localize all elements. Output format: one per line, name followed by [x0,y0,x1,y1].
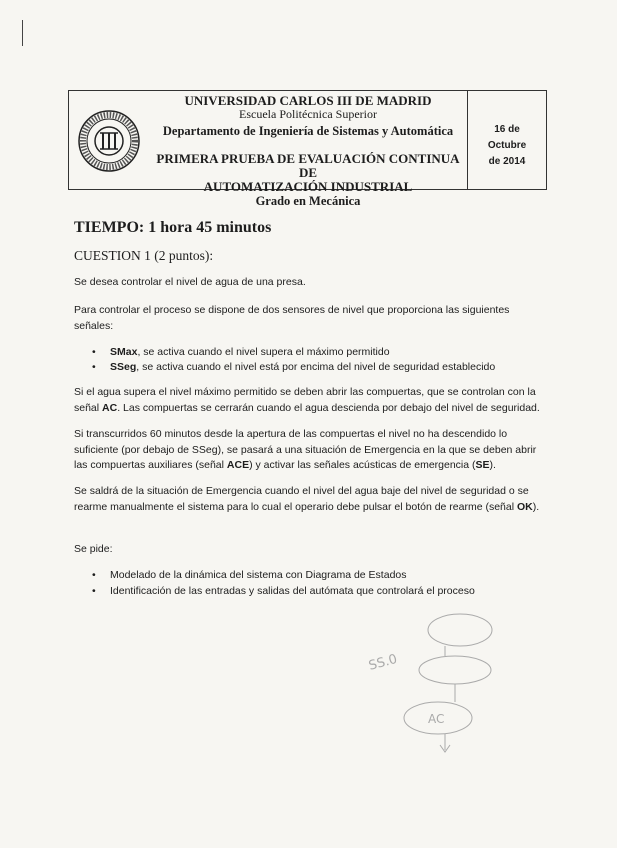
handwritten-note: SS.0 [367,651,399,674]
sensor-name: SMax [110,346,138,358]
list-item [92,345,390,361]
ask-text: Modelado de la dinámica del sistema con Diagrama de Estados [110,569,407,581]
handwritten-label: AC [428,712,445,726]
department-name: Departamento de Ingeniería de Sistemas y Automática [162,124,454,138]
university-seal-icon [77,109,141,173]
list-item [92,360,495,376]
logo-cell [69,91,149,189]
list-item [92,584,475,600]
sensor-desc: , se activa cuando el nivel está por encima del nivel de seguridad establecido [136,361,496,373]
exam-title-line2: AUTOMATIZACIÓN INDUSTRIAL [203,179,413,194]
list-item [92,568,407,584]
university-name: UNIVERSIDAD CARLOS III DE MADRID [184,93,432,108]
bullet: • [92,346,96,358]
date-day: 16 de [494,124,520,135]
bullet: • [92,361,96,373]
title-cell [149,91,467,208]
scan-mark [22,20,23,46]
date-cell [467,91,546,189]
degree-name: Grado en Mecánica [255,194,361,208]
sensors-intro-paragraph: Para controlar el proceso se dispone de dos sensores de nivel que proporciona las siguientes señales: [74,304,510,332]
paragraph-compuertas: Si el agua supera el nivel máximo permitido se deben abrir las compuertas, que se controlan con la señal AC. Las compuertas se cerrarán cuando el agua descienda por debajo del nivel de seguridad. [74,386,540,414]
asks-intro: Se pide: [74,543,113,555]
date-year: de 2014 [488,156,526,167]
paragraph-rearme: Se saldrá de la situación de Emergencia cuando el nivel del agua baje del nivel de seguridad o se rearme manualmente el sistema para lo cual el operario debe pulsar el botón de rearme (señal OK). [74,485,540,513]
time-heading: TIEMPO: 1 hora 45 minutos [74,219,272,236]
intro-paragraph: Se desea controlar el nivel de agua de una presa. [74,276,306,288]
pencil-sketch [350,600,520,760]
sketch-circle [428,614,492,646]
school-name: Escuela Politécnica Superior [239,107,377,121]
question-heading: CUESTION 1 (2 puntos): [74,248,214,263]
sensor-desc: , se activa cuando el nivel supera el máximo permitido [137,346,390,358]
exam-title-line1: PRIMERA PRUEBA DE EVALUACIÓN CONTINUA DE [156,151,460,180]
ask-text: Identificación de las entradas y salidas del autómata que controlará el proceso [110,585,475,597]
date-month: Octubre [487,140,527,151]
paragraph-emergencia: Si transcurridos 60 minutos desde la apertura de las compuertas el nivel no ha descendido lo suficiente (por debajo de SSeg), se pasará a una situación de Emergencia en la que se deben abrir las compuertas auxiliares (señal ACE) y activar las señales acústicas de emergencia (SE). [74,428,537,471]
bullet: • [92,585,96,597]
sketch-circle [419,656,491,684]
bullet: • [92,569,96,581]
sensor-name: SSeg [110,361,137,373]
exam-header [68,90,547,208]
